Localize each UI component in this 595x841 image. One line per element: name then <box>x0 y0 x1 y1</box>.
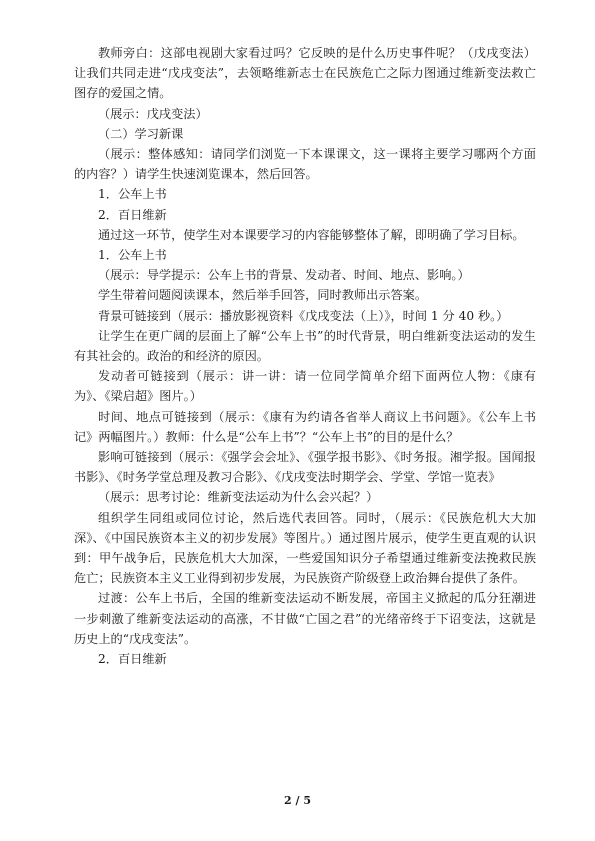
paragraph-learning-goal: 通过这一环节，使学生对本课要学习的内容能够整体了解，即明确了学习目标。 <box>98 227 525 242</box>
paragraph-discussion: （展示：思考讨论：维新变法运动为什么会兴起？） <box>98 490 379 505</box>
subheading-gongche: 1．公车上书 <box>98 248 167 263</box>
subheading-bairi: 2．百日维新 <box>98 652 167 667</box>
paragraph-intro: 教师旁白：这部电视剧大家看过吗？它反映的是什么历史事件呢？（戊戌变法）让我们共同走进“戊戌变法”，去领略维新志士在民族危亡之际力图通过维新变法救亡图存的爱国之情。 <box>74 46 536 101</box>
paragraph-background-link: 背景可链接到（展示：播放影视资料《戊戌变法（上）》，时间 1 分 40 秒。） <box>98 308 509 323</box>
paragraph-guide-hint: （展示：导学提示：公车上书的背景、发动者、时间、地点、影响。） <box>98 268 470 283</box>
paragraph-read-answer: 学生带着问题阅读课本，然后举手回答，同时教师出示答案。 <box>98 288 428 303</box>
section-heading-new-lesson: （二）学习新课 <box>98 126 184 141</box>
paragraph-time-place-link: 时间、地点可链接到（展示：《康有为约请各省举人商议上书问题》。《公车上书记》两幅图片。）教师：什么是“公车上书”？“公车上书”的目的是什么？ <box>74 409 536 444</box>
page-number: 2 / 5 <box>284 794 311 807</box>
paragraph-display-wuxu: （展示：戊戌变法） <box>98 106 208 121</box>
paragraph-initiator-link: 发动者可链接到（展示：讲一讲：请一位同学简单介绍下面两位人物：《康有为》、《梁启超》图片。） <box>74 369 536 404</box>
paragraph-overall-perception: （展示：整体感知：请同学们浏览一下本课课文，这一课将主要学习哪两个方面的内容？）请学生快速浏览课本，然后回答。 <box>74 147 536 182</box>
paragraph-transition: 过渡：公车上书后，全国的维新变法运动不断发展，帝国主义掀起的瓜分狂潮进一步刺激了维新变法运动的高涨，不甘做“亡国之君”的光绪帝终于下诏变法，这就是历史上的“戊戌变法”。 <box>74 591 536 646</box>
document-body <box>74 43 536 669</box>
paragraph-influence-link: 影响可链接到（展示：《强学会会址》、《强学报书影》、《时务报。湘学报。国闻报书影》、《时务学堂总理及教习合影》、《戊戌变法时期学会、学堂、学馆一览表》 <box>74 450 536 485</box>
paragraph-group-discussion: 组织学生同组或同位讨论，然后选代表回答。同时，（展示：《民族危机大大加深》、《中国民族资本主义的初步发展》等图片。）通过图片展示，使学生更直观的认识到：甲午战争后，民族危机大大加深，一些爱国知识分子希望通过维新变法挽救民族危亡；民族资本主义工业得到初步发展，为民族资产阶级登上政治舞台提供了条件。 <box>74 510 536 586</box>
list-item-bairi: 2．百日维新 <box>98 207 167 222</box>
list-item-gongche: 1．公车上书 <box>98 187 167 202</box>
paragraph-background-explain: 让学生在更广阔的层面上了解“公车上书”的时代背景，明白维新变法运动的发生有其社会的。政治的和经济的原因。 <box>74 328 536 364</box>
